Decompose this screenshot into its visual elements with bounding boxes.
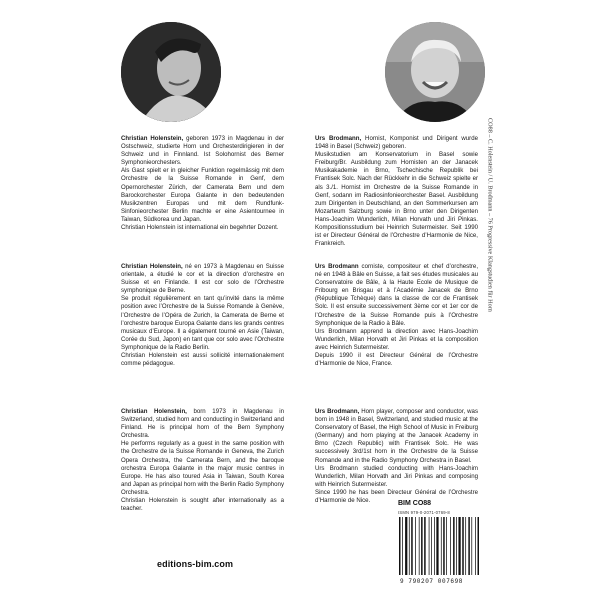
bio-text: Depuis 1990 il est Directeur Général de l’Orchestre d’Harmonie de Nice, France. [315, 352, 478, 368]
portrait-urs-brodmann [385, 22, 485, 122]
bio-text: Musikstudien am Konservatorium in Basel sowie Freiburg/Br. Ausbildung zum Hornisten an der Janacek Musikakademie in Brno, Tschechische Republik bei Frantisek Solc. Nach der Rückkehr in die Schweiz spielte er als 3./1. Hornist im Orchestre de la Suisse Romande in Genf, sodann im Radiosinfonieorchester Basel. Ausbildung zum Dirigenten in Deutschland, an den Sommerkursen am Mozarteum Salzburg sowie in Brno unter den Dirigenten Hans-Joachim Wunderlich, Milan Horvath und Jiri Pinkas. Kompositionsstudium bei Heinrich Sutermeister. Seit 1990 ist er Directeur Général de l’Orchestre d’Harmonie de Nice, Frankreich. [315, 151, 478, 248]
bio-name: Christian Holenstein, [121, 408, 187, 415]
bio-paragraph [121, 408, 284, 440]
bio-paragraph [315, 465, 478, 489]
bio-text: Since 1990 he has been Directeur Général de l’Orchestre d’Harmonie de Nice. [315, 488, 478, 505]
bio-text: Hornist, Komponist und Dirigent wurde 1948 in Basel (Schweiz) geboren. [315, 135, 478, 151]
bio-text: né en 1973 à Magdenau en Suisse orientale, a étudié le cor et la direction d’orchestre en Suisse et en Finlande. Il est cor solo de l’Orchestre symphonique de Berne. [121, 263, 284, 295]
bio-holenstein-french [121, 263, 284, 368]
bio-text: Se produit régulièrement en tant qu’invité dans la même position avec l’Orchestre de la Suisse Romande à Genève, l’Orchestre de l’Opéra de Zurich, la Camerata de Berne et l’orchestre baroque Europa Galante dans les grands centres musicaux d’Europe. Il a également tourné en Asie (Taiwan, Corée du Sud, Japon) en tant que cor solo avec l’Orchestre Symphonique de la Radio Berlin. [121, 295, 284, 351]
bio-text: corniste, compositeur et chef d’orchestre, né en 1948 à Bâle en Suisse, a fait ses études musicales au Conservatoire de Bâle, à la Haute Ecole de Musique de Fribourg en Brisgau et à l’Académie Janacek de Brno (République Tchèque) dans la classe de cor de Frantisek Solc. Il est ensuite successivement 3ème cor et 1er cor de l’Orchestre de la Suisse Romande puis à l’Orchestre Symphonique de la Radio à Bâle. [315, 263, 479, 327]
bio-text: Christian Holenstein est aussi sollicité internationalement comme pédagogue. [121, 352, 284, 368]
bio-paragraph [315, 352, 478, 368]
bio-name: Urs Brodmann [315, 263, 359, 270]
barcode-bar [450, 517, 451, 575]
bio-paragraph [121, 263, 284, 295]
bio-name: Urs Brodmann, [315, 408, 360, 415]
publisher-website: editions-bim.com [157, 559, 234, 569]
barcode-bar [471, 517, 472, 575]
barcode-bar [441, 517, 442, 575]
bio-paragraph [121, 295, 284, 352]
bio-text: born 1973 in Magdenau in Switzerland, studied horn and conducting in Switzerland and Finland. He is principal horn of the Bern Symphony Orchestra. [121, 408, 284, 440]
barcode-bar [443, 517, 445, 575]
bio-text: Als Gast spielt er in gleicher Funktion regelmässig mit dem Orchestre de la Suisse Romande in Genf, dem Opernorchester Zürich, der Camerata Bern und dem Barockorchester Europa Galante in den bedeutenden Musikzentren Europas und mit dem Rundfunk-Sinfonieorchester Berlin machte er eine Asientournee in Taiwan, Südkorea und Japan. [121, 167, 284, 223]
bio-paragraph [121, 224, 284, 232]
bio-paragraph [121, 352, 284, 368]
bio-paragraph [315, 408, 478, 465]
bio-paragraph [121, 440, 284, 497]
bio-text: He performs regularly as a guest in the same position with the Orchestre de la Suisse Romande in Geneva, the Zurich Opera Orchestra, the Camerata Bern, and the baroque orchestra Europa Galante in the major music centres in Europe. He has also toured Asia in Taiwan, South Korea and Japan as principal horn with the Berlin Radio Symphony Orchestra. [121, 440, 284, 496]
barcode-bar [468, 517, 470, 575]
bio-paragraph [315, 135, 478, 151]
barcode-bar [415, 517, 416, 575]
bio-paragraph [315, 328, 478, 352]
bio-text: Horn player, composer and conductor, was born in 1948 in Basel, Switzerland, and studied music at the Conservatory of Basel, the High School of Music in Freiburg (Germany) and horn playing at the Janacek Academy in Brno (Czech Republic) with Frantisek Solc. He was successively 3rd/1st horn in the Orchestre de la Suisse Romande and in the Radio Symphony Orchestra in Basel. [315, 408, 478, 464]
barcode-bar [475, 517, 476, 575]
bio-paragraph [315, 151, 478, 248]
bio-paragraph [121, 167, 284, 224]
barcode-bar [446, 517, 447, 575]
bio-brodmann-french [315, 263, 478, 368]
barcode-bar [478, 517, 480, 575]
bio-brodmann-german [315, 135, 478, 248]
bio-paragraph [315, 263, 478, 328]
barcode-number: 9 790207 007698 [400, 578, 464, 585]
barcode-bar [456, 517, 457, 575]
bio-text: Christian Holenstein is sought after internationally as a teacher. [121, 497, 284, 513]
bio-name: Christian Holenstein, [121, 263, 183, 270]
barcode-block [398, 500, 486, 586]
bio-brodmann-english [315, 408, 478, 505]
barcode-bar [458, 517, 460, 575]
barcode-bar [409, 517, 410, 575]
barcode-bar [411, 517, 413, 575]
bio-holenstein-german [121, 135, 284, 232]
bio-name: Urs Brodmann, [315, 135, 362, 142]
barcode-bar [462, 517, 464, 575]
ismn-number: ISMN 979-0-2071-0769-8 [398, 510, 450, 515]
bio-name: Christian Holenstein, [121, 135, 184, 142]
portrait-christian-holenstein [121, 22, 221, 122]
spine-title-text: CO88 – C. Holenstein / U. Brodmann – 76 Progressive Klangstudien für Horn [486, 118, 494, 312]
barcode-bar [429, 517, 430, 575]
barcode-bar [424, 517, 426, 575]
barcode-bar [436, 517, 438, 575]
bio-text: geboren 1973 in Magdenau in der Ostschweiz, studierte Horn und Orchesterdirigieren in der Schweiz und in Finnland. Ist Solohornist des Berner Symphonieorchesters. [121, 135, 284, 167]
catalog-code: BIM CO88 [398, 500, 432, 507]
barcode-bar [419, 517, 420, 575]
bio-paragraph [121, 497, 284, 513]
bio-paragraph [121, 135, 284, 167]
barcode-bar [402, 517, 403, 575]
barcode-bar [453, 517, 455, 575]
barcode-bar [434, 517, 435, 575]
barcode-bar [405, 517, 407, 575]
bio-text: Urs Brodmann studied conducting with Hans-Joachim Wunderlich, Milan Horvath and Jiri Pinkas and composing with Heinrich Sutermeister. [315, 464, 478, 488]
bio-text: Christian Holenstein ist international ein begehrter Dozent. [121, 224, 279, 232]
barcode-bar [431, 517, 432, 575]
bio-holenstein-english [121, 408, 284, 513]
barcode-bar [421, 517, 423, 575]
spine-title [484, 118, 496, 378]
bio-text: Urs Brodmann apprend la direction avec Hans-Joachim Wunderlich, Milan Horvath et Jiri Pinkas et la composition avec Heinrich Sutermeister. [315, 327, 478, 351]
barcode-bar [399, 517, 401, 575]
barcode-bar [465, 517, 466, 575]
barcode-image [398, 517, 486, 577]
